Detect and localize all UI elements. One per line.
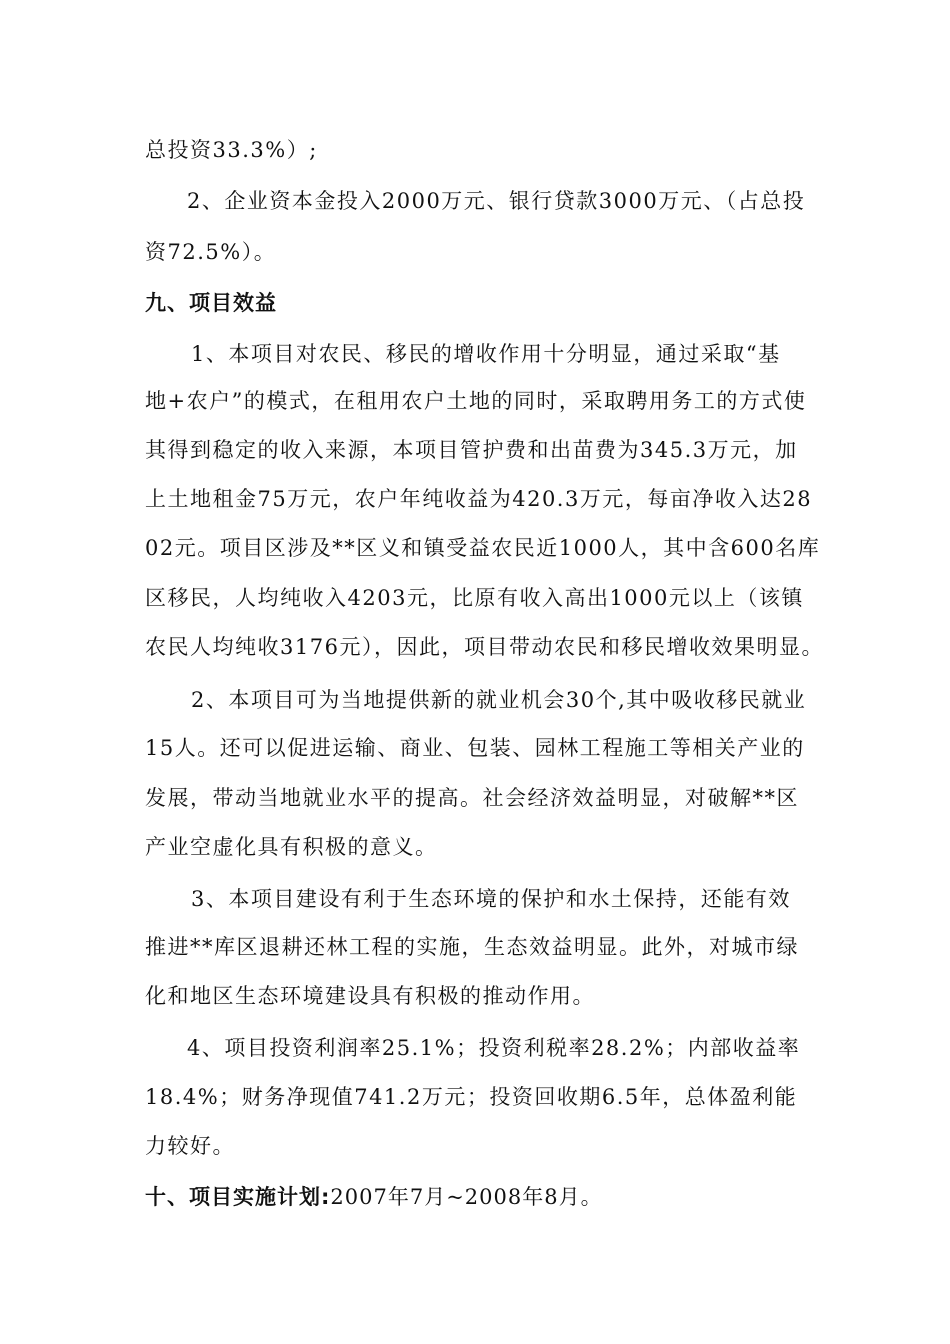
- text-line: 力较好。: [145, 1134, 235, 1158]
- text-line: 资72.5%）。: [145, 240, 277, 264]
- text-line: 3、本项目建设有利于生态环境的保护和水土保持，还能有效: [191, 887, 791, 911]
- text-line: 2、本项目可为当地提供新的就业机会30个,其中吸收移民就业: [191, 688, 807, 712]
- text-line: 4、项目投资利润率25.1%；投资利税率28.2%；内部收益率: [187, 1036, 801, 1060]
- text-line: 推进**库区退耕还林工程的实施，生态效益明显。此外，对城市绿: [145, 935, 799, 959]
- section-heading: 九、项目效益: [145, 291, 277, 315]
- schedule-text: 2007年7月~2008年8月。: [330, 1185, 603, 1209]
- section-10-line: [145, 1184, 603, 1210]
- section-heading: 十、项目实施计划:: [145, 1185, 331, 1209]
- text-line: 02元。项目区涉及**区义和镇受益农民近1000人，其中含600名库: [145, 536, 821, 560]
- text-line: 15人。还可以促进运输、商业、包装、园林工程施工等相关产业的: [145, 736, 805, 760]
- text-line: 化和地区生态环境建设具有积极的推动作用。: [145, 984, 595, 1008]
- text-line: 其得到稳定的收入来源，本项目管护费和出苗费为345.3万元，加: [145, 438, 798, 462]
- text-line: 1、本项目对农民、移民的增收作用十分明显，通过采取“基: [191, 342, 781, 366]
- text-line: 发展，带动当地就业水平的提高。社会经济效益明显，对破解**区: [145, 786, 799, 810]
- text-line: 2、企业资本金投入2000万元、银行贷款3000万元、（占总投: [187, 189, 806, 213]
- text-line: 上土地租金75万元，农户年纯收益为420.3万元，每亩净收入达28: [145, 487, 813, 511]
- text-line: 农民人均纯收3176元），因此，项目带动农民和移民增收效果明显。: [145, 635, 824, 659]
- text-line: 产业空虚化具有积极的意义。: [145, 835, 438, 859]
- text-line: 总投资33.3%）;: [145, 138, 318, 162]
- text-line: 18.4%；财务净现值741.2万元；投资回收期6.5年，总体盈利能: [145, 1085, 798, 1109]
- text-line: 区移民，人均纯收入4203元，比原有收入高出1000元以上（该镇: [145, 586, 804, 610]
- text-line: 地+农户”的模式，在租用农户土地的同时，采取聘用务工的方式使: [145, 389, 807, 413]
